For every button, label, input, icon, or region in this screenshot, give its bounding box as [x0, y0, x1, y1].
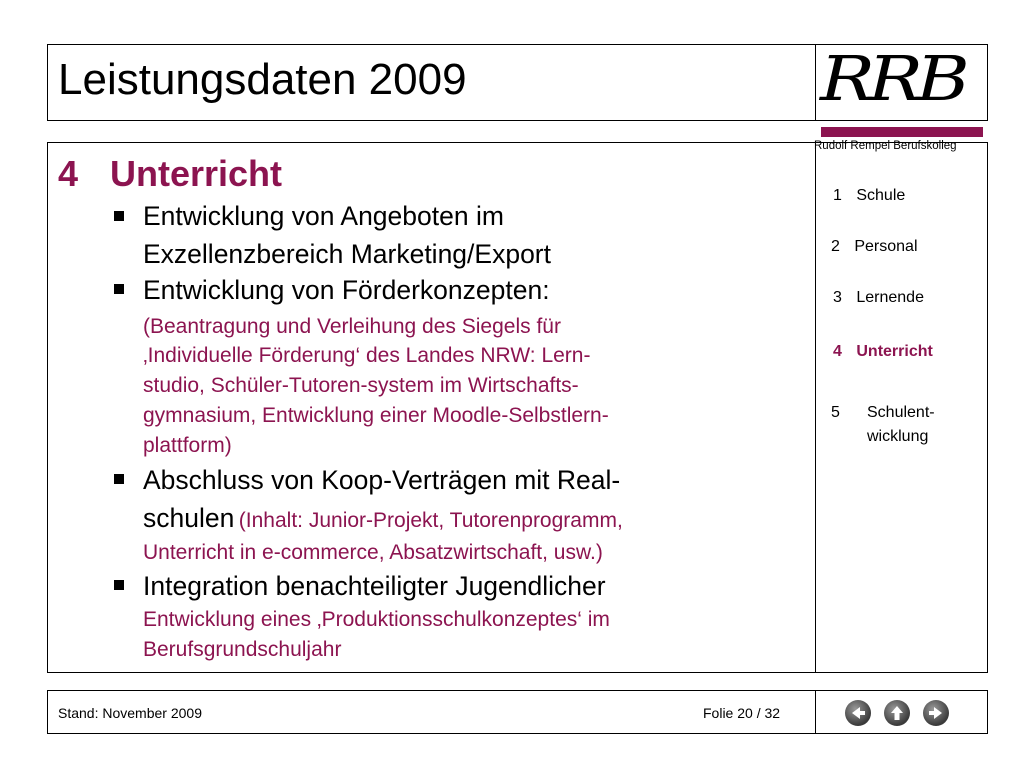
forward-icon [923, 700, 949, 726]
bullet-detail: Unterricht in e-commerce, Absatzwirtschaft, usw.) [143, 541, 603, 564]
nav-label[interactable]: wicklung [867, 428, 929, 445]
bullet-text: Entwicklung von Förderkonzepten: [143, 275, 550, 305]
bullet-icon [114, 474, 124, 484]
nav-number: 4 [833, 343, 842, 360]
bullet-text: Entwicklung von Angeboten im [143, 201, 504, 231]
bullet-detail: ‚Individuelle Förderung‘ des Landes NRW: Lern- [143, 344, 591, 367]
bullet-text: Exzellenzbereich Marketing/Export [143, 239, 551, 269]
slide-counter: Folie 20 / 32 [703, 705, 781, 721]
bullet-detail: Berufsgrundschuljahr [143, 638, 342, 661]
bullet-text: Abschluss von Koop-Verträgen mit Real- [143, 465, 621, 495]
bullet-detail: Entwicklung eines ‚Produktionsschulkonzeptes‘ im [143, 608, 610, 631]
nav-label: Unterricht [856, 343, 933, 360]
page-title: Leistungsdaten 2009 [58, 55, 467, 104]
nav-item-schule[interactable] [833, 187, 905, 205]
bullet-line [143, 502, 623, 534]
nav-label[interactable]: Schulent- [867, 404, 935, 421]
back-button[interactable] [845, 700, 871, 726]
nav-item-unterricht[interactable] [833, 343, 933, 361]
home-button[interactable] [884, 700, 910, 726]
bullet-text: schulen [143, 503, 235, 533]
bullet-icon [114, 284, 124, 294]
bullet-detail: gymnasium, Entwicklung einer Moodle-Selbstlern- [143, 404, 609, 427]
forward-button[interactable] [923, 700, 949, 726]
bullet-text: Integration benachteiligter Jugendlicher [143, 571, 606, 601]
nav-number: 5 [831, 404, 840, 421]
nav-label: Schule [856, 187, 906, 204]
logo: RRB [820, 42, 963, 115]
nav-number: 1 [833, 187, 842, 204]
home-icon [884, 700, 910, 726]
logo-bar [821, 127, 983, 137]
bullet-icon [114, 211, 124, 221]
nav-number: 3 [833, 289, 842, 306]
section-number: 4 [58, 153, 79, 194]
nav-label: Personal [854, 238, 918, 255]
footer-stand: Stand: November 2009 [58, 705, 202, 721]
bullet-detail: plattform) [143, 434, 232, 457]
bullet-detail: (Inhalt: Junior-Projekt, Tutorenprogramm, [238, 509, 623, 532]
nav-label: Lernende [856, 289, 924, 306]
logo-subtitle: Rudolf Rempel Berufskolleg [814, 140, 957, 152]
back-icon [845, 700, 871, 726]
section-title: Unterricht [110, 153, 283, 194]
bullet-icon [114, 580, 124, 590]
bullet-detail: (Beantragung und Verleihung des Siegels für [143, 315, 561, 338]
nav-item-lernende[interactable] [833, 289, 924, 307]
nav-number: 2 [831, 238, 840, 255]
bullet-detail: studio, Schüler-Tutoren-system im Wirtschafts- [143, 374, 579, 397]
nav-item-schulentwicklung[interactable] [831, 404, 840, 422]
nav-item-personal[interactable] [831, 238, 918, 256]
